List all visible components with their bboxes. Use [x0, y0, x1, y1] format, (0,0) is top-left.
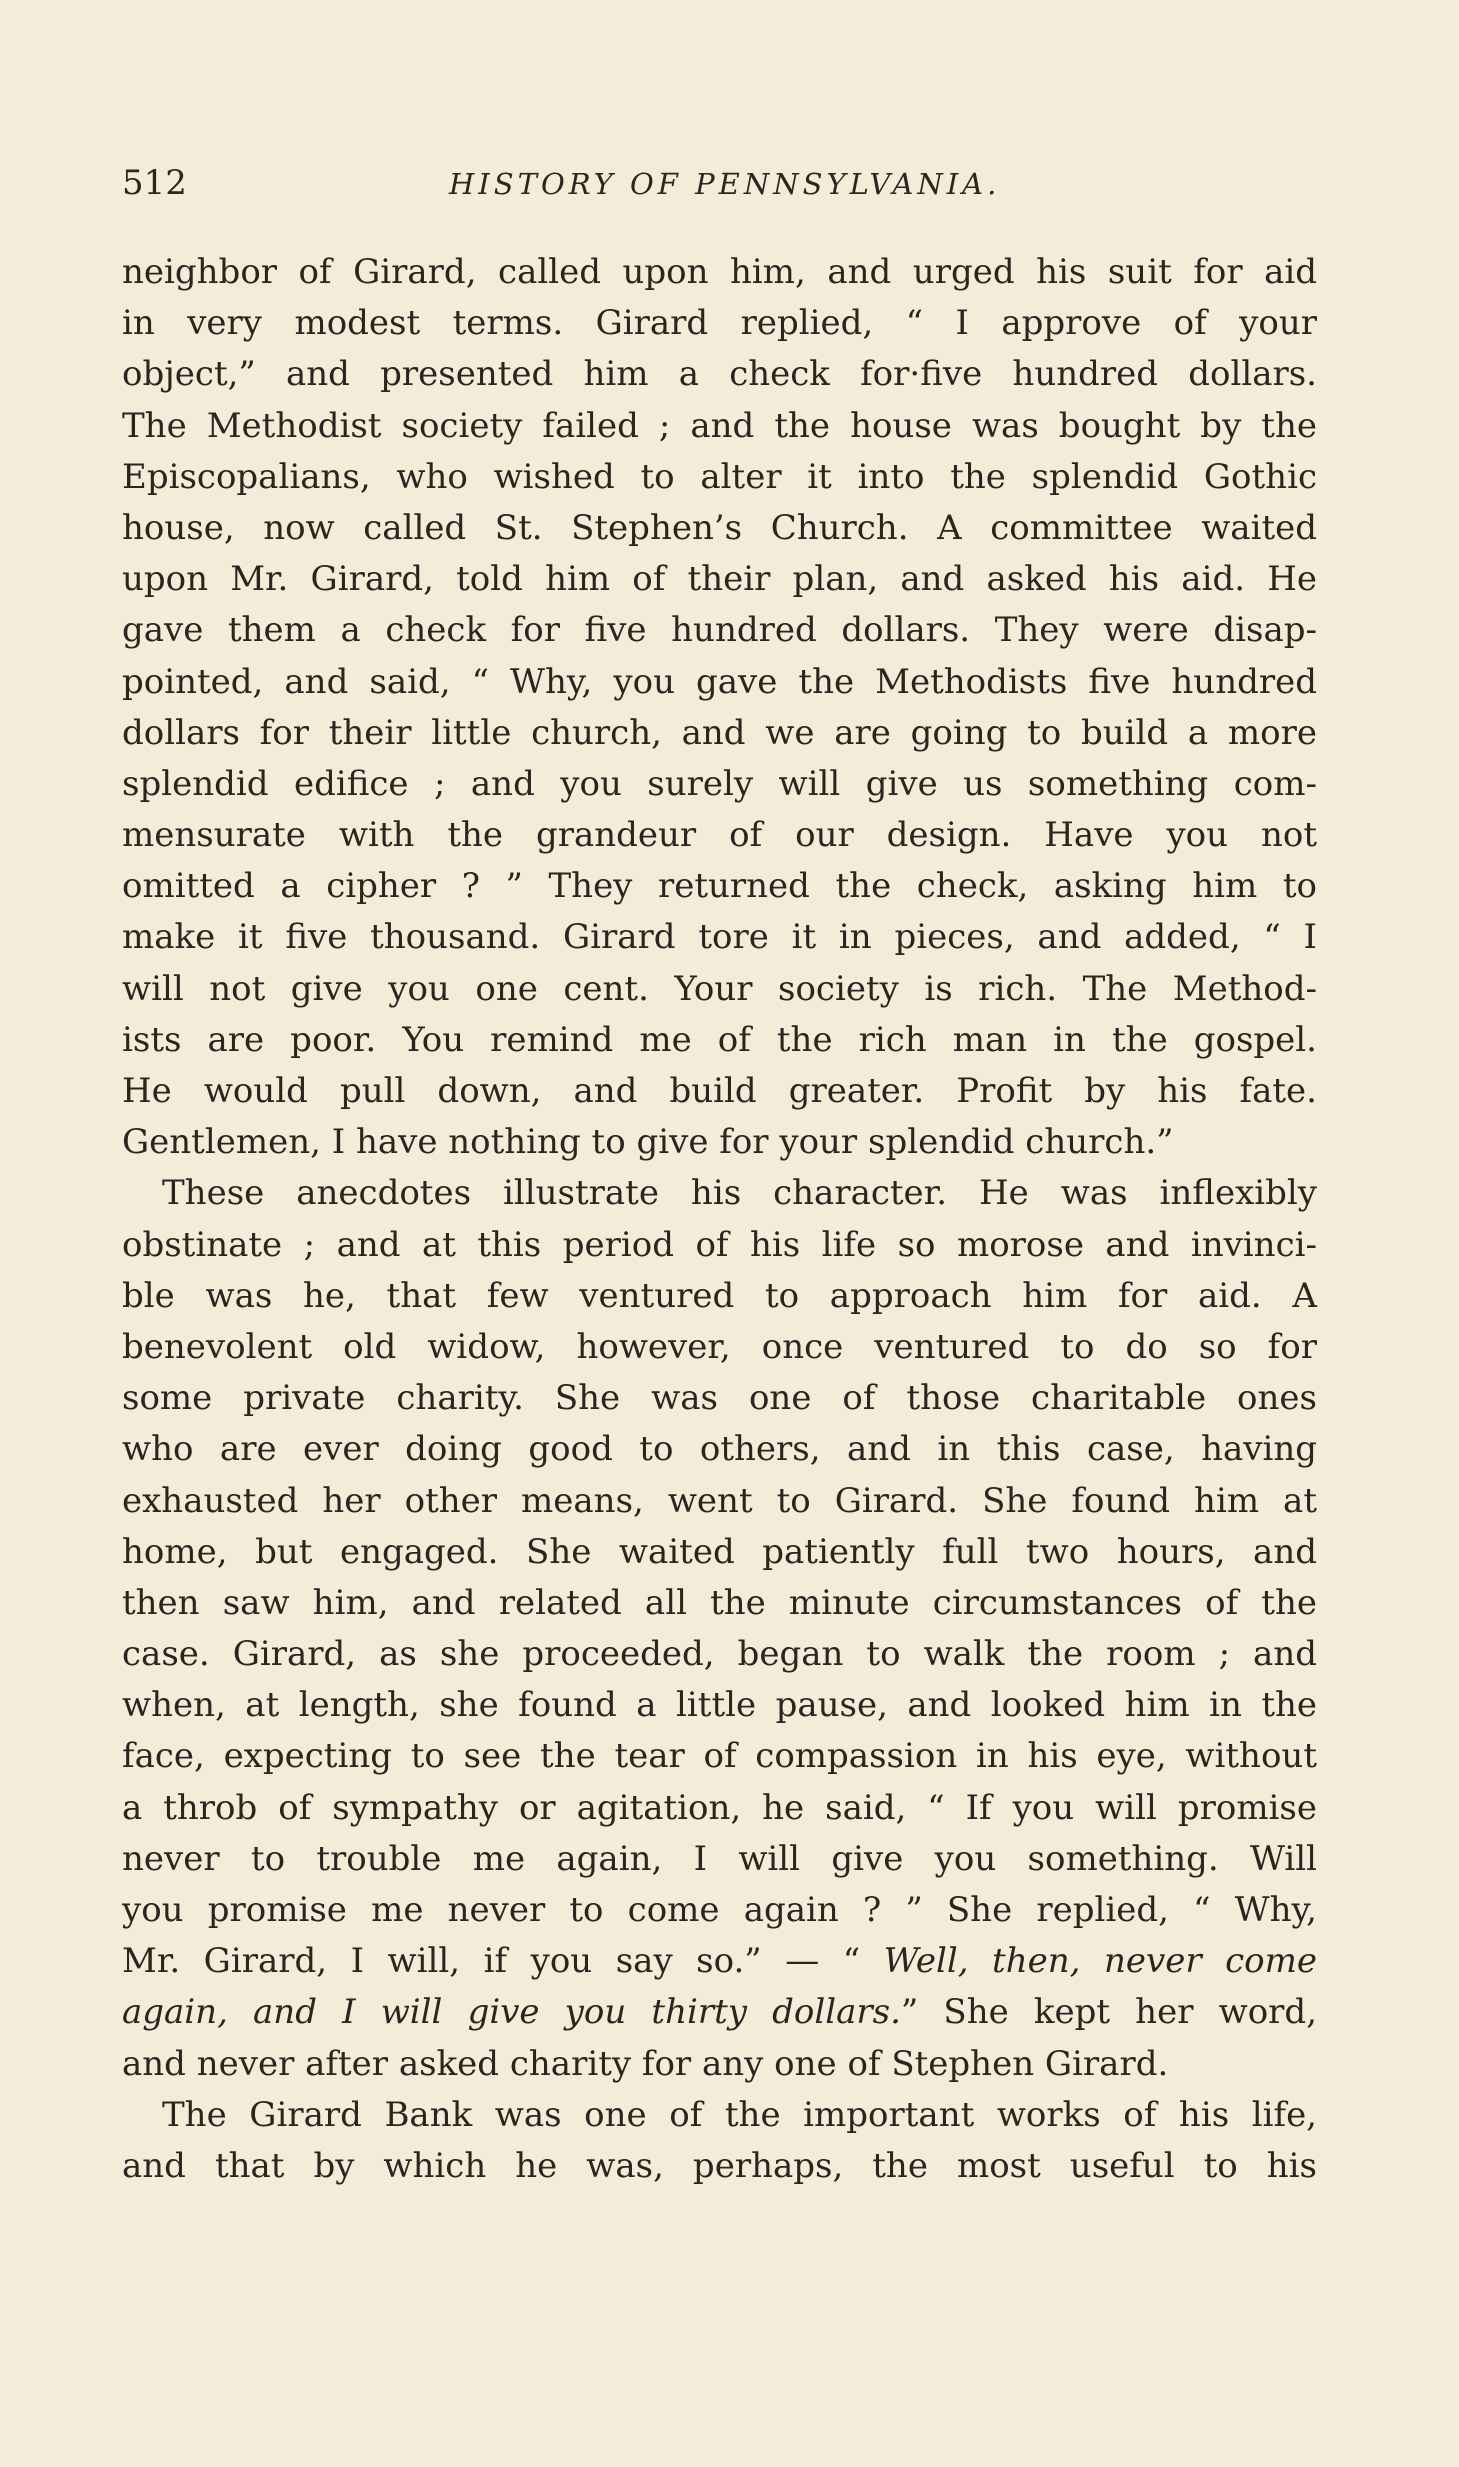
text-line: dollars for their little church, and we are going to build a more	[122, 712, 1317, 753]
text-line: and never after asked charity for any one of Stephen Girard.	[122, 2043, 1169, 2084]
text-line: pointed, and said, “ Why, you gave the Methodists five hundred	[122, 661, 1317, 702]
text-line: make it five thousand. Girard tore it in pieces, and added, “ I	[122, 917, 1317, 958]
text-line: upon Mr. Girard, told him of their plan, and asked his aid. He	[122, 559, 1317, 600]
text-line: Episcopalians, who wished to alter it into the splendid Gothic	[122, 456, 1317, 497]
text-line: then saw him, and related all the minute circumstances of the	[122, 1582, 1317, 1623]
text-line: house, now called St. Stephen’s Church. A committee waited	[122, 507, 1317, 548]
text-line: home, but engaged. She waited patiently full two hours, and	[122, 1531, 1317, 1572]
text-line: in very modest terms. Girard replied, “ I approve of your	[122, 303, 1317, 344]
text-line: some private charity. She was one of those charitable ones	[122, 1378, 1317, 1419]
text-line: will not give you one cent. Your society is rich. The Method-	[122, 968, 1317, 1009]
text-line: The Girard Bank was one of the important works of his life,	[162, 2094, 1317, 2135]
page-number: 512	[122, 163, 187, 203]
text-line: mensurate with the grandeur of our design. Have you not	[122, 815, 1317, 856]
italic-text-span: again, and I will give you thirty dollars.	[122, 1992, 901, 2033]
text-line-mixed	[122, 1936, 1317, 1987]
text-line: neighbor of Girard, called upon him, and urged his suit for aid	[122, 252, 1317, 292]
text-line: face, expecting to see the tear of compassion in his eye, without	[122, 1736, 1317, 1777]
text-line: ble was he, that few ventured to approach him for aid. A	[122, 1275, 1317, 1316]
text-line: ists are poor. You remind me of the rich man in the gospel.	[122, 1019, 1317, 1060]
text-line: object,” and presented him a check for·five hundred dollars.	[122, 354, 1317, 395]
paragraph-1	[122, 247, 1317, 1168]
paragraph-2	[122, 1168, 1317, 2089]
text-line: never to trouble me again, I will give you something. Will	[122, 1838, 1317, 1879]
page-header	[122, 163, 1322, 213]
text-line: obstinate ; and at this period of his life so morose and invinci-	[122, 1224, 1317, 1265]
text-line: He would pull down, and build greater. Profit by his fate.	[122, 1071, 1317, 1111]
text-line: benevolent old widow, however, once ventured to do so for	[122, 1326, 1317, 1367]
body-text	[122, 247, 1317, 2192]
text-line: case. Girard, as she proceeded, began to walk the room ; and	[122, 1634, 1317, 1675]
text-line: These anecdotes illustrate his character. He was inflexibly	[162, 1173, 1317, 1214]
text-line: gave them a check for five hundred dollars. They were disap-	[122, 610, 1317, 651]
italic-text-span: Well, then, never come	[883, 1941, 1317, 1982]
text-line: splendid edifice ; and you surely will give us something com-	[122, 763, 1317, 804]
text-line: exhausted her other means, went to Girard. She found him at	[122, 1480, 1317, 1521]
text-line: a throb of sympathy or agitation, he said, “ If you will promise	[122, 1787, 1317, 1828]
text-line: The Methodist society failed ; and the house was bought by the	[122, 405, 1317, 446]
text-line: you promise me never to come again ? ” She replied, “ Why,	[122, 1890, 1317, 1930]
paragraph-3	[122, 2090, 1317, 2192]
text-span: ” She kept her word,	[900, 1992, 1317, 2033]
text-line: Gentlemen, I have nothing to give for your splendid church.”	[122, 1122, 1174, 1163]
text-line: omitted a cipher ? ” They returned the check, asking him to	[122, 866, 1317, 907]
running-title: HISTORY OF PENNSYLVANIA.	[449, 167, 1001, 201]
text-line: who are ever doing good to others, and in this case, having	[122, 1429, 1317, 1470]
text-line: when, at length, she found a little pause, and looked him in the	[122, 1685, 1317, 1726]
text-line-mixed	[122, 1987, 1317, 2038]
text-line: and that by which he was, perhaps, the most useful to his	[122, 2145, 1317, 2186]
text-span: Mr. Girard, I will, if you say so.” — “	[122, 1941, 884, 1982]
